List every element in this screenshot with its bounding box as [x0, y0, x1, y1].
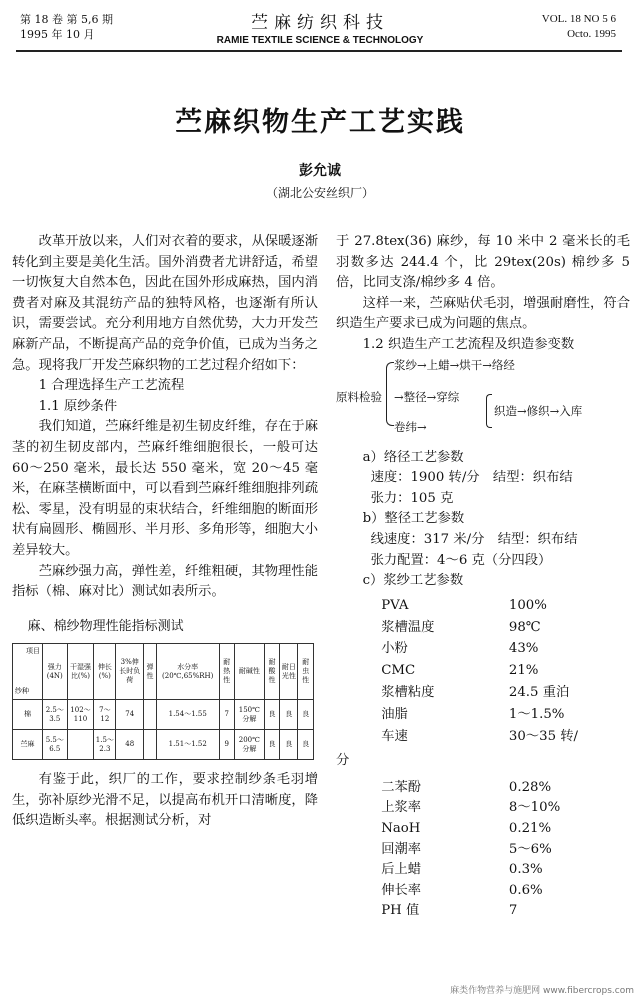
param-name: PH 值: [381, 903, 420, 919]
flow-brace: [486, 394, 492, 428]
table-cell: 200℃分解: [235, 730, 265, 760]
issue-info-en: [542, 12, 616, 42]
param-name: 小粉: [381, 641, 408, 657]
paragraph: 苎麻纱强力高，弹性差，纤维粗硬，其物理性能指标（棉、麻对比）测试如表所示。: [12, 563, 318, 600]
param-value: 7: [508, 903, 518, 919]
issue-info: [20, 12, 113, 42]
flow-start: 原料检验: [336, 389, 382, 404]
row-label: 棉: [13, 700, 43, 730]
author: 彭允诚: [299, 163, 341, 179]
corner-label-top: 项目: [26, 647, 40, 656]
header-cell: 伸长(%): [94, 644, 116, 700]
param-row: [336, 881, 630, 902]
param-name: 浆槽粘度: [381, 684, 435, 700]
subsection-heading: 1.2 织造生产工艺流程及织造参变数: [362, 336, 575, 352]
param-line: 线速度：317 米/分 结型：织布结: [370, 531, 578, 547]
property-table: [12, 643, 314, 760]
param-value: 8～10%: [508, 800, 561, 816]
param-row: [336, 726, 630, 748]
param-name: 上浆率: [381, 800, 422, 816]
issue-date: 1995 年 10 月: [20, 28, 95, 41]
param-name: 后上蜡: [381, 862, 422, 878]
journal-name: [170, 8, 470, 46]
param-row: [336, 660, 630, 682]
param-row: [336, 840, 630, 861]
param-row: [336, 860, 630, 881]
param-name: NaoH: [381, 821, 421, 837]
table-cell: 48: [116, 730, 144, 760]
table-cell: 良: [264, 700, 280, 730]
param-value: 0.3%: [508, 862, 543, 878]
paragraph: 改革开放以来，人们对衣着的要求，从保暖逐渐转化到主要是美化生活。国外消费者尤讲舒适，希望一切恢复大自然本色，因此在国外形成麻热，国内消费者对麻及其混纺产品的独特风格，也逐渐有所认识，需要尝试。充分利用地方自然优势，大力开发苎麻新产品，不断提高产品的竞争价值，已成为当务之急。现将我厂开发苎麻织物的工艺过程介绍如下：: [12, 234, 318, 373]
param-line: 速度：1900 转/分 结型：织布结: [370, 470, 573, 486]
param-line: 张力：105 克: [370, 490, 454, 506]
table-cell: [144, 700, 157, 730]
param-name: PVA: [381, 597, 409, 613]
param-value: 1～1.5%: [508, 706, 565, 722]
param-heading: c）浆纱工艺参数: [362, 573, 464, 589]
table-cell: 2.5～3.5: [43, 700, 68, 730]
param-name: 伸长率: [381, 882, 422, 898]
param-value: 43%: [508, 641, 539, 657]
volume-issue-en: VOL. 18 NO 5 6: [541, 13, 616, 25]
left-column: [12, 232, 318, 832]
param-name: 二苯酚: [381, 779, 422, 795]
param-value: 0.6%: [508, 882, 543, 898]
table-cell: 1.5～2.3: [94, 730, 116, 760]
flow-end: 织造→修织→入库: [494, 403, 583, 418]
flow-step: 浆纱→上蜡→烘干→络经: [394, 357, 515, 372]
param-name: CMC: [381, 663, 416, 679]
param-heading: a）络径工艺参数: [362, 449, 464, 465]
table-cell: 良: [298, 730, 314, 760]
table-cell: 7～12: [94, 700, 116, 730]
wrapped-unit: 分: [336, 753, 350, 769]
table-cell: 102～110: [67, 700, 94, 730]
table-corner-cell: [13, 644, 43, 700]
param-name: 车速: [381, 728, 408, 744]
table-cell: 1.51～1.52: [156, 730, 219, 760]
table-cell: 良: [280, 700, 298, 730]
subsection-heading: 1.1 原纱条件: [38, 398, 118, 414]
flow-brace: [386, 362, 394, 426]
param-row: [336, 704, 630, 726]
param-row: [336, 617, 630, 639]
watermark: 麻类作物营养与施肥网 www.fibercrops.com: [450, 986, 634, 996]
table-cell: 良: [298, 700, 314, 730]
journal-name-en: RAMIE TEXTILE SCIENCE & TECHNOLOGY: [216, 35, 424, 46]
paragraph: 有鉴于此，织厂的工作，要求控制纱条毛羽增生，弥补原纱光滑不足，以提高布机开口清晰度，降低织造断头率。根据测试分析，对: [12, 772, 318, 829]
param-value: 98℃: [508, 619, 541, 635]
param-row: [336, 819, 630, 840]
table-cell: 74: [116, 700, 144, 730]
table-cell: 1.54～1.55: [156, 700, 219, 730]
header-cell: 耐酸性: [264, 644, 280, 700]
header-cell: 耐虫性: [298, 644, 314, 700]
param-value: 24.5 重泊: [508, 684, 570, 700]
table-caption: 麻、棉纱物理性能指标测试: [27, 618, 184, 634]
article-title: 苎麻织物生产工艺实践: [175, 107, 465, 138]
param-value: 0.28%: [508, 779, 552, 795]
flow-step: →整径→穿综: [394, 389, 460, 404]
corner-label-bottom: 纱种: [15, 687, 29, 696]
paragraph: 于 27.8tex(36) 麻纱，每 10 米中 2 毫米长的毛羽数多达 244.4 个，比 29tex(20s) 棉纱多 5 倍，比同支涤/棉纱多 4 倍。: [336, 234, 630, 291]
param-row: [336, 778, 630, 799]
param-value: 100%: [508, 597, 547, 613]
param-line: 张力配置：4～6 克（分四段）: [370, 552, 552, 568]
header-cell: 弹性: [144, 644, 157, 700]
header-cell: 耐日光性: [280, 644, 298, 700]
param-row: [336, 798, 630, 819]
table-cell: [67, 730, 94, 760]
table-cell: 5.5～6.5: [43, 730, 68, 760]
param-row: [336, 901, 630, 922]
param-row: [336, 682, 630, 704]
param-value: 30～35 转/: [508, 728, 579, 744]
header-cell: 强力(4N): [43, 644, 68, 700]
param-heading: b）整径工艺参数: [362, 511, 465, 527]
table-cell: 7: [219, 700, 235, 730]
param-value: 21%: [508, 663, 539, 679]
header-cell: 干湿强比(%): [67, 644, 94, 700]
table-row: [13, 700, 314, 730]
param-row: [336, 638, 630, 660]
right-column: [336, 232, 630, 922]
flow-step: 卷纬→: [394, 419, 427, 434]
sizing-param-list: [336, 595, 630, 748]
affiliation: （湖北公安丝织厂）: [265, 186, 374, 200]
journal-name-cn: 苎麻纺织科技: [251, 13, 389, 33]
table-header-row: [13, 644, 314, 700]
table-cell: [144, 730, 157, 760]
paragraph: 我们知道，苎麻纤维是初生韧皮纤维，存在于麻茎的初生韧皮部内，苎麻纤维细胞很长，一般可达 60～250 毫米，最长达 550 毫米，宽 20～45 毫米，在麻茎横断面中，可以看到苎麻纤维细胞排列疏松、零星，没有明显的束状结合，纤维细胞的断面形状有扁圆形、椭圆形、半月形、多角形等，细胞大小差异较大。: [12, 419, 318, 558]
header-cell: 水分率(20℃,65%RH): [156, 644, 219, 700]
table-cell: 9: [219, 730, 235, 760]
section-heading: 1 合理选择生产工艺流程: [38, 378, 185, 394]
table-cell: 良: [264, 730, 280, 760]
table-row: [13, 730, 314, 760]
header-rule: [16, 50, 622, 52]
row-label: 苎麻: [13, 730, 43, 760]
param-value: 0.21%: [508, 821, 552, 837]
param-name: 油脂: [381, 706, 408, 722]
header-cell: 耐碱性: [235, 644, 265, 700]
process-flow-diagram: [336, 356, 630, 448]
param-row: [336, 595, 630, 617]
param-name: 浆槽温度: [381, 619, 435, 635]
param-name: 回潮率: [381, 841, 422, 857]
param-value: 5～6%: [508, 841, 552, 857]
issue-date-en: Octo. 1995: [567, 28, 616, 40]
table-cell: 150℃分解: [235, 700, 265, 730]
header-cell: 耐热性: [219, 644, 235, 700]
paragraph: 这样一来，苎麻贴伏毛羽，增强耐磨性，符合织造生产要求已成为问题的焦点。: [336, 295, 630, 332]
table-cell: 良: [280, 730, 298, 760]
sizing-param-list-2: [336, 778, 630, 922]
volume-issue: 第 18 卷 第 5,6 期: [20, 13, 113, 26]
header-cell: 3%伸长时负荷: [116, 644, 144, 700]
